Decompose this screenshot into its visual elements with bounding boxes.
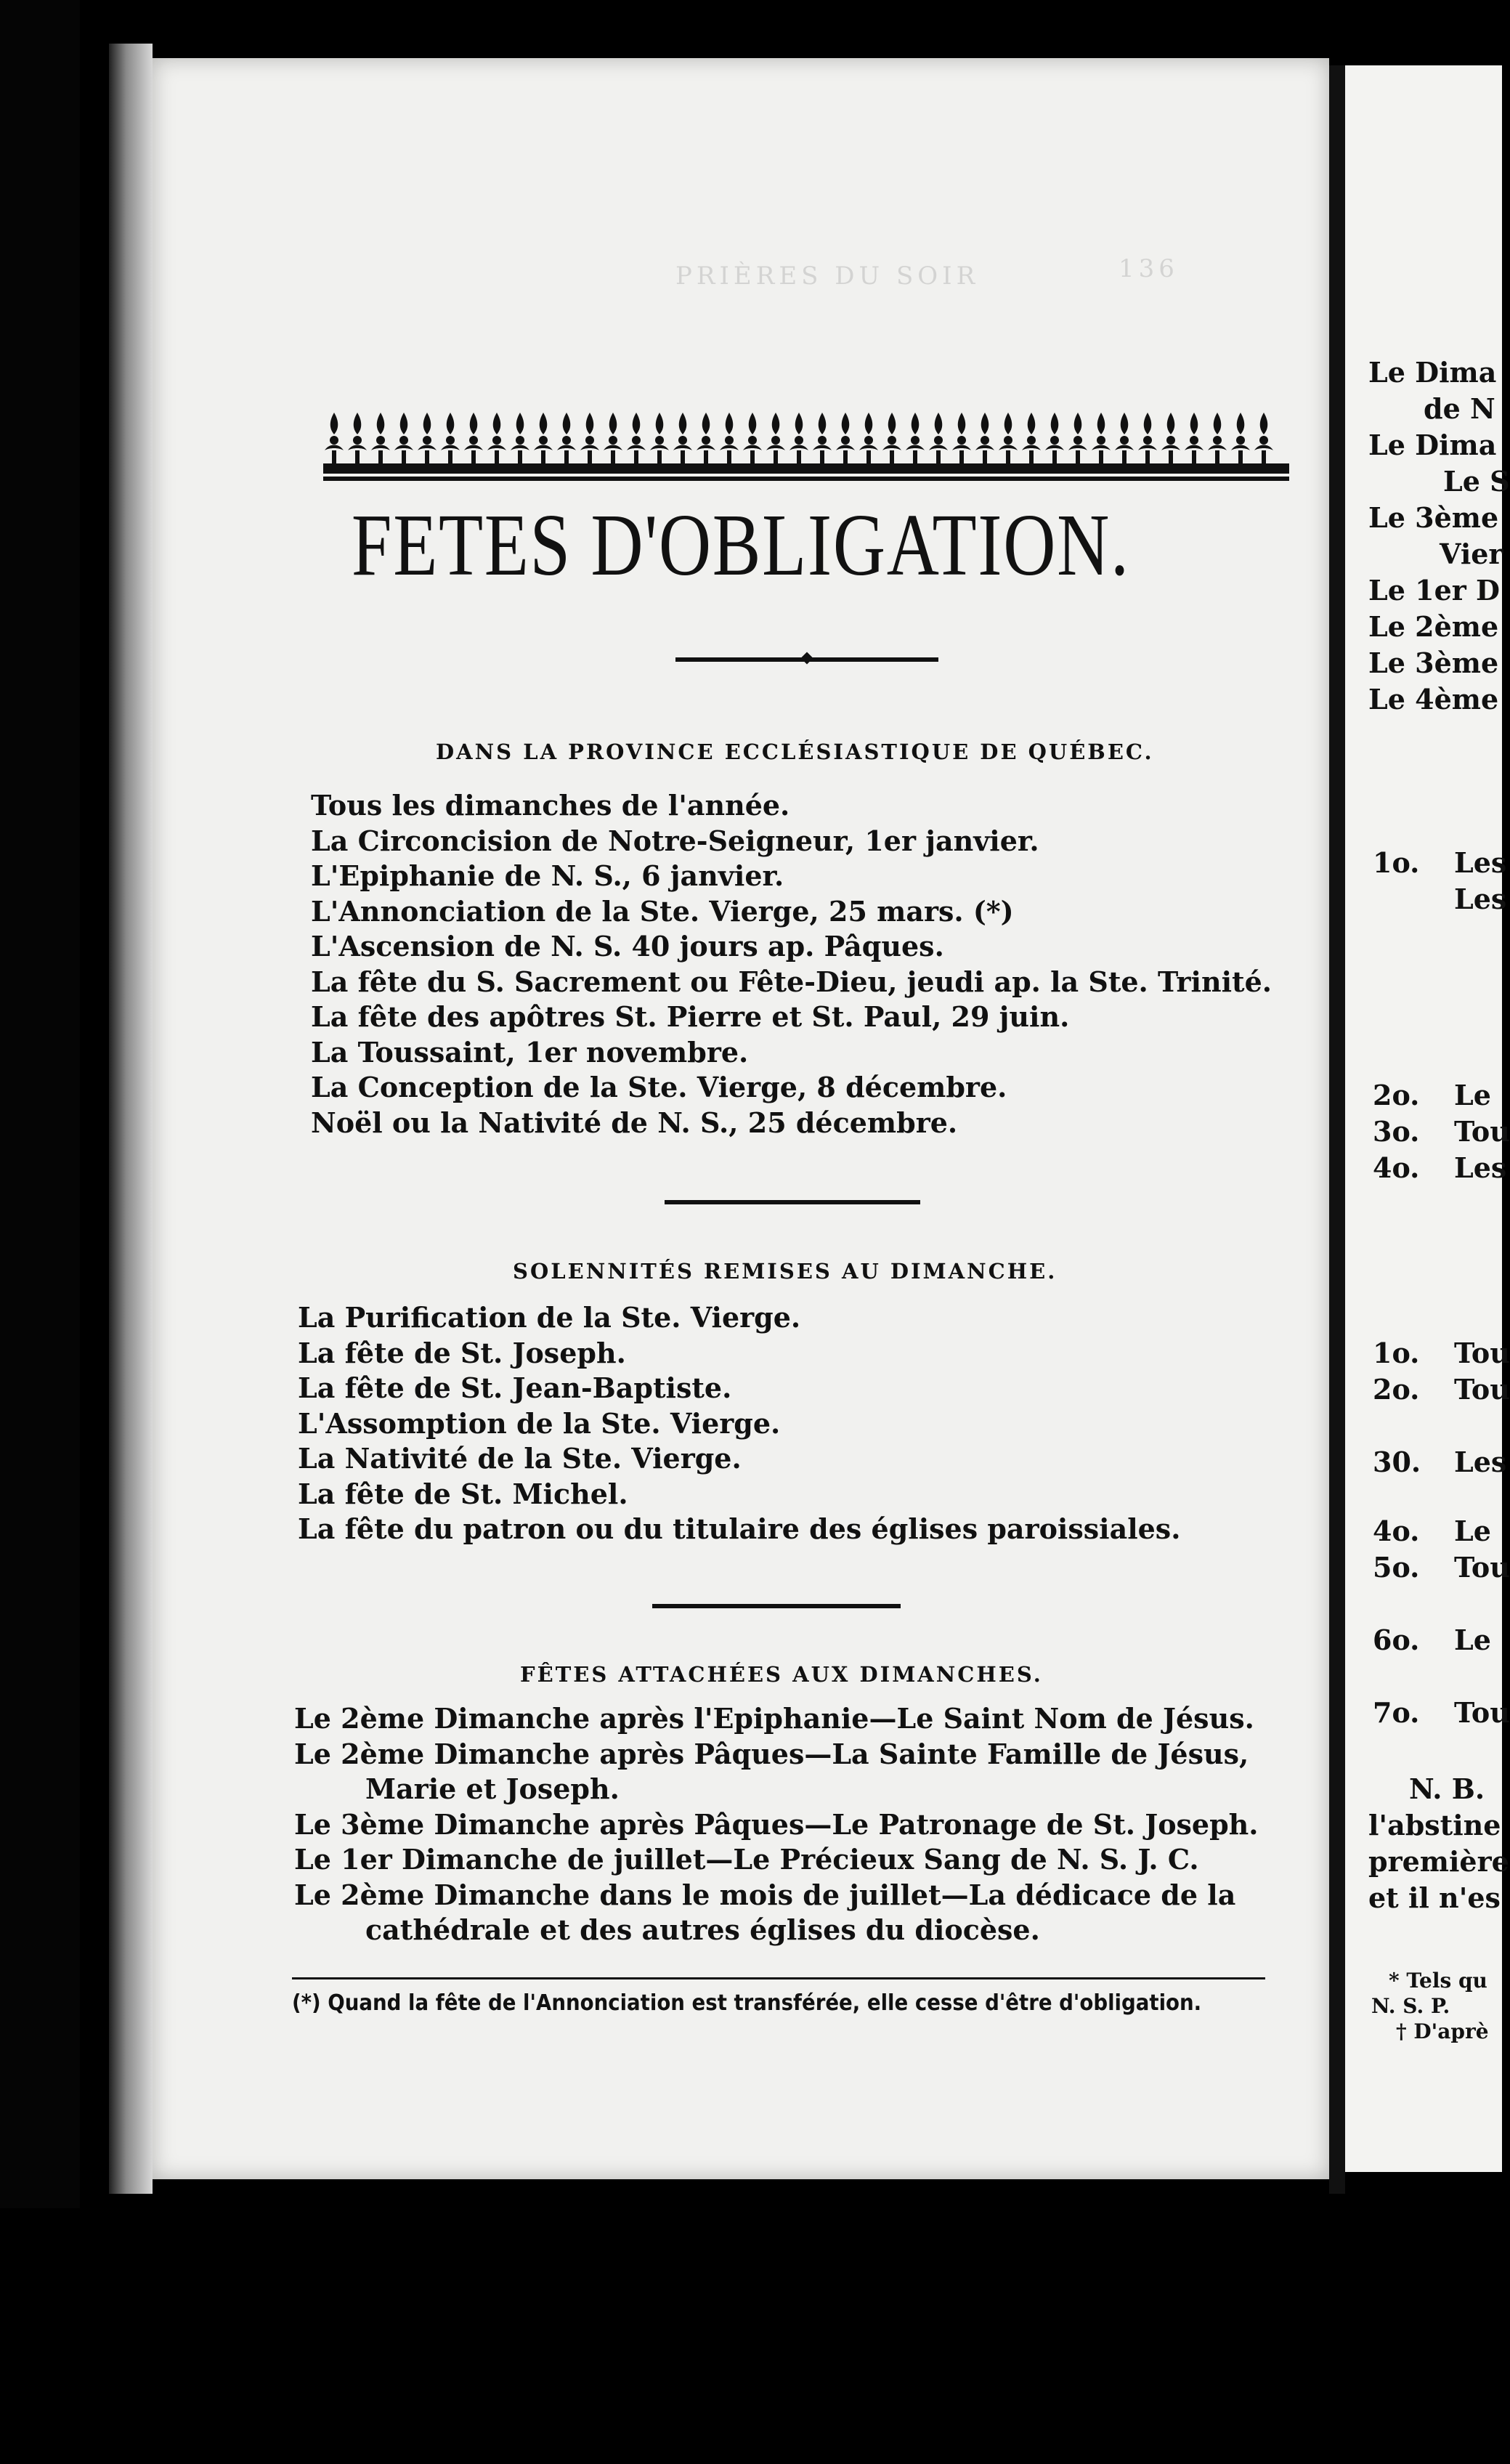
fragment-line: Tou — [1454, 1696, 1510, 1729]
list-item: Marie et Joseph. — [365, 1772, 620, 1805]
fragment-line: N. S. P. — [1371, 1994, 1450, 2018]
fragment-line: Le Dima — [1368, 356, 1497, 389]
fragment-line: Tou — [1454, 1551, 1510, 1584]
bleed-through-page-number: 136 — [1119, 254, 1179, 283]
adjacent-page-fragment — [1345, 65, 1510, 2172]
list-item: L'Epiphanie de N. S., 6 janvier. — [311, 859, 784, 892]
fragment-line: Tou — [1454, 1337, 1510, 1369]
section-divider — [665, 1200, 920, 1204]
list-item: L'Ascension de N. S. 40 jours ap. Pâques. — [311, 930, 944, 962]
fragment-line: Le 1er D — [1368, 574, 1500, 607]
fragment-line: Le 4ème — [1368, 683, 1499, 716]
fragment-line: Tou — [1454, 1115, 1510, 1148]
list-item: Le 1er Dimanche de juillet—Le Précieux Sang de N. S. J. C. — [294, 1843, 1199, 1876]
list-item: La Nativité de la Ste. Vierge. — [298, 1442, 742, 1475]
list-item: La fête du S. Sacrement ou Fête-Dieu, jeudi ap. la Ste. Trinité. — [311, 965, 1272, 998]
fragment-line: l'abstine — [1368, 1809, 1501, 1841]
list-item: Tous les dimanches de l'année. — [311, 789, 790, 822]
fragment-line: Le — [1454, 1079, 1491, 1111]
list-item: Le 2ème Dimanche après Pâques—La Sainte Famille de Jésus, — [294, 1737, 1249, 1770]
fragment-line: Les — [1454, 1151, 1507, 1184]
book-page-edges — [109, 44, 153, 2194]
fragment-line: 7o. — [1373, 1696, 1420, 1729]
ornamental-header-band — [323, 407, 1289, 487]
section-heading-quebec: DANS LA PROVINCE ECCLÉSIASTIQUE DE QUÉBEC. — [436, 739, 1154, 764]
fragment-line: * Tels qu — [1389, 1969, 1487, 1993]
fragment-line: Les — [1454, 846, 1507, 879]
fragment-line: Le S — [1443, 465, 1510, 498]
fragment-line: 4o. — [1373, 1151, 1420, 1184]
fragment-line: 2o. — [1373, 1079, 1420, 1111]
section-divider — [652, 1604, 901, 1608]
list-item: La fête de St. Michel. — [298, 1477, 628, 1510]
fragment-line: 3o. — [1373, 1115, 1420, 1148]
section-heading-solennites: SOLENNITÉS REMISES AU DIMANCHE. — [513, 1259, 1058, 1284]
list-item: La Conception de la Ste. Vierge, 8 décembre. — [311, 1071, 1007, 1103]
list-item: La fête de St. Jean-Baptiste. — [298, 1371, 732, 1404]
list-item: La Circoncision de Notre-Seigneur, 1er janvier. — [311, 824, 1039, 857]
list-item: Le 2ème Dimanche après l'Epiphanie—Le Saint Nom de Jésus. — [294, 1702, 1254, 1735]
list-fetes-attachees — [294, 1701, 1259, 1948]
footnote-rule — [292, 1977, 1265, 1979]
scan-border-left — [0, 0, 80, 2464]
fragment-line: Tou — [1454, 1373, 1510, 1406]
page-title: FETES D'OBLIGATION. — [351, 496, 1130, 594]
fragment-line: Le — [1454, 1624, 1491, 1656]
fragment-line: 2o. — [1373, 1373, 1420, 1406]
fragment-line: 1o. — [1373, 846, 1420, 879]
fragment-line: 6o. — [1373, 1624, 1420, 1656]
list-solennites — [298, 1300, 1180, 1547]
fragment-line: 1o. — [1373, 1337, 1420, 1369]
fragment-line: Le — [1454, 1515, 1491, 1547]
list-item: Noël ou la Nativité de N. S., 25 décembre. — [311, 1106, 958, 1139]
fragment-line: Les — [1454, 883, 1507, 915]
fragment-line: 30. — [1373, 1446, 1421, 1478]
fragment-line: Les — [1454, 1446, 1507, 1478]
fragment-line: 5o. — [1373, 1551, 1420, 1584]
fragment-line: Le 3ème — [1368, 647, 1499, 679]
fragment-line: Le 3ème — [1368, 501, 1499, 534]
fragment-line: Le Dima — [1368, 429, 1497, 461]
list-item: La fête des apôtres St. Pierre et St. Paul, 29 juin. — [311, 1000, 1070, 1033]
list-item: Le 3ème Dimanche après Pâques—Le Patronage de St. Joseph. — [294, 1807, 1259, 1841]
bleed-through-running-head: PRIÈRES DU SOIR — [675, 262, 980, 291]
footnote: (*) Quand la fête de l'Annonciation est transférée, elle cesse d'être d'obligation. — [292, 1990, 1202, 2016]
list-item: La Toussaint, 1er novembre. — [311, 1035, 749, 1069]
book-gutter — [1329, 65, 1345, 2194]
fragment-line: Le 2ème — [1368, 610, 1499, 643]
list-item: La fête du patron ou du titulaire des églises paroissiales. — [298, 1512, 1181, 1545]
list-item: cathédrale et des autres églises du diocèse. — [365, 1913, 1040, 1946]
section-heading-fetes-attachees: FÊTES ATTACHÉES AUX DIMANCHES. — [520, 1662, 1043, 1687]
fragment-line: de N — [1424, 392, 1495, 425]
list-item: L'Annonciation de la Ste. Vierge, 25 mars. (*) — [311, 894, 1014, 928]
list-item: L'Assomption de la Ste. Vierge. — [298, 1406, 781, 1440]
fragment-line: et il n'es — [1368, 1881, 1501, 1914]
list-fetes-obligation — [311, 788, 1272, 1140]
title-divider — [675, 657, 938, 662]
fragment-line: 4o. — [1373, 1515, 1420, 1547]
fragment-line: † D'aprè — [1396, 2019, 1489, 2043]
fragment-line: N. B. — [1409, 1772, 1485, 1805]
list-item: La fête de St. Joseph. — [298, 1336, 626, 1369]
fragment-line: première — [1368, 1845, 1509, 1878]
fragment-line: Vier — [1440, 538, 1503, 570]
list-item: La Purification de la Ste. Vierge. — [298, 1301, 801, 1334]
list-item: Le 2ème Dimanche dans le mois de juillet—La dédicace de la — [294, 1878, 1236, 1911]
scan-border-bottom — [0, 2208, 1502, 2464]
